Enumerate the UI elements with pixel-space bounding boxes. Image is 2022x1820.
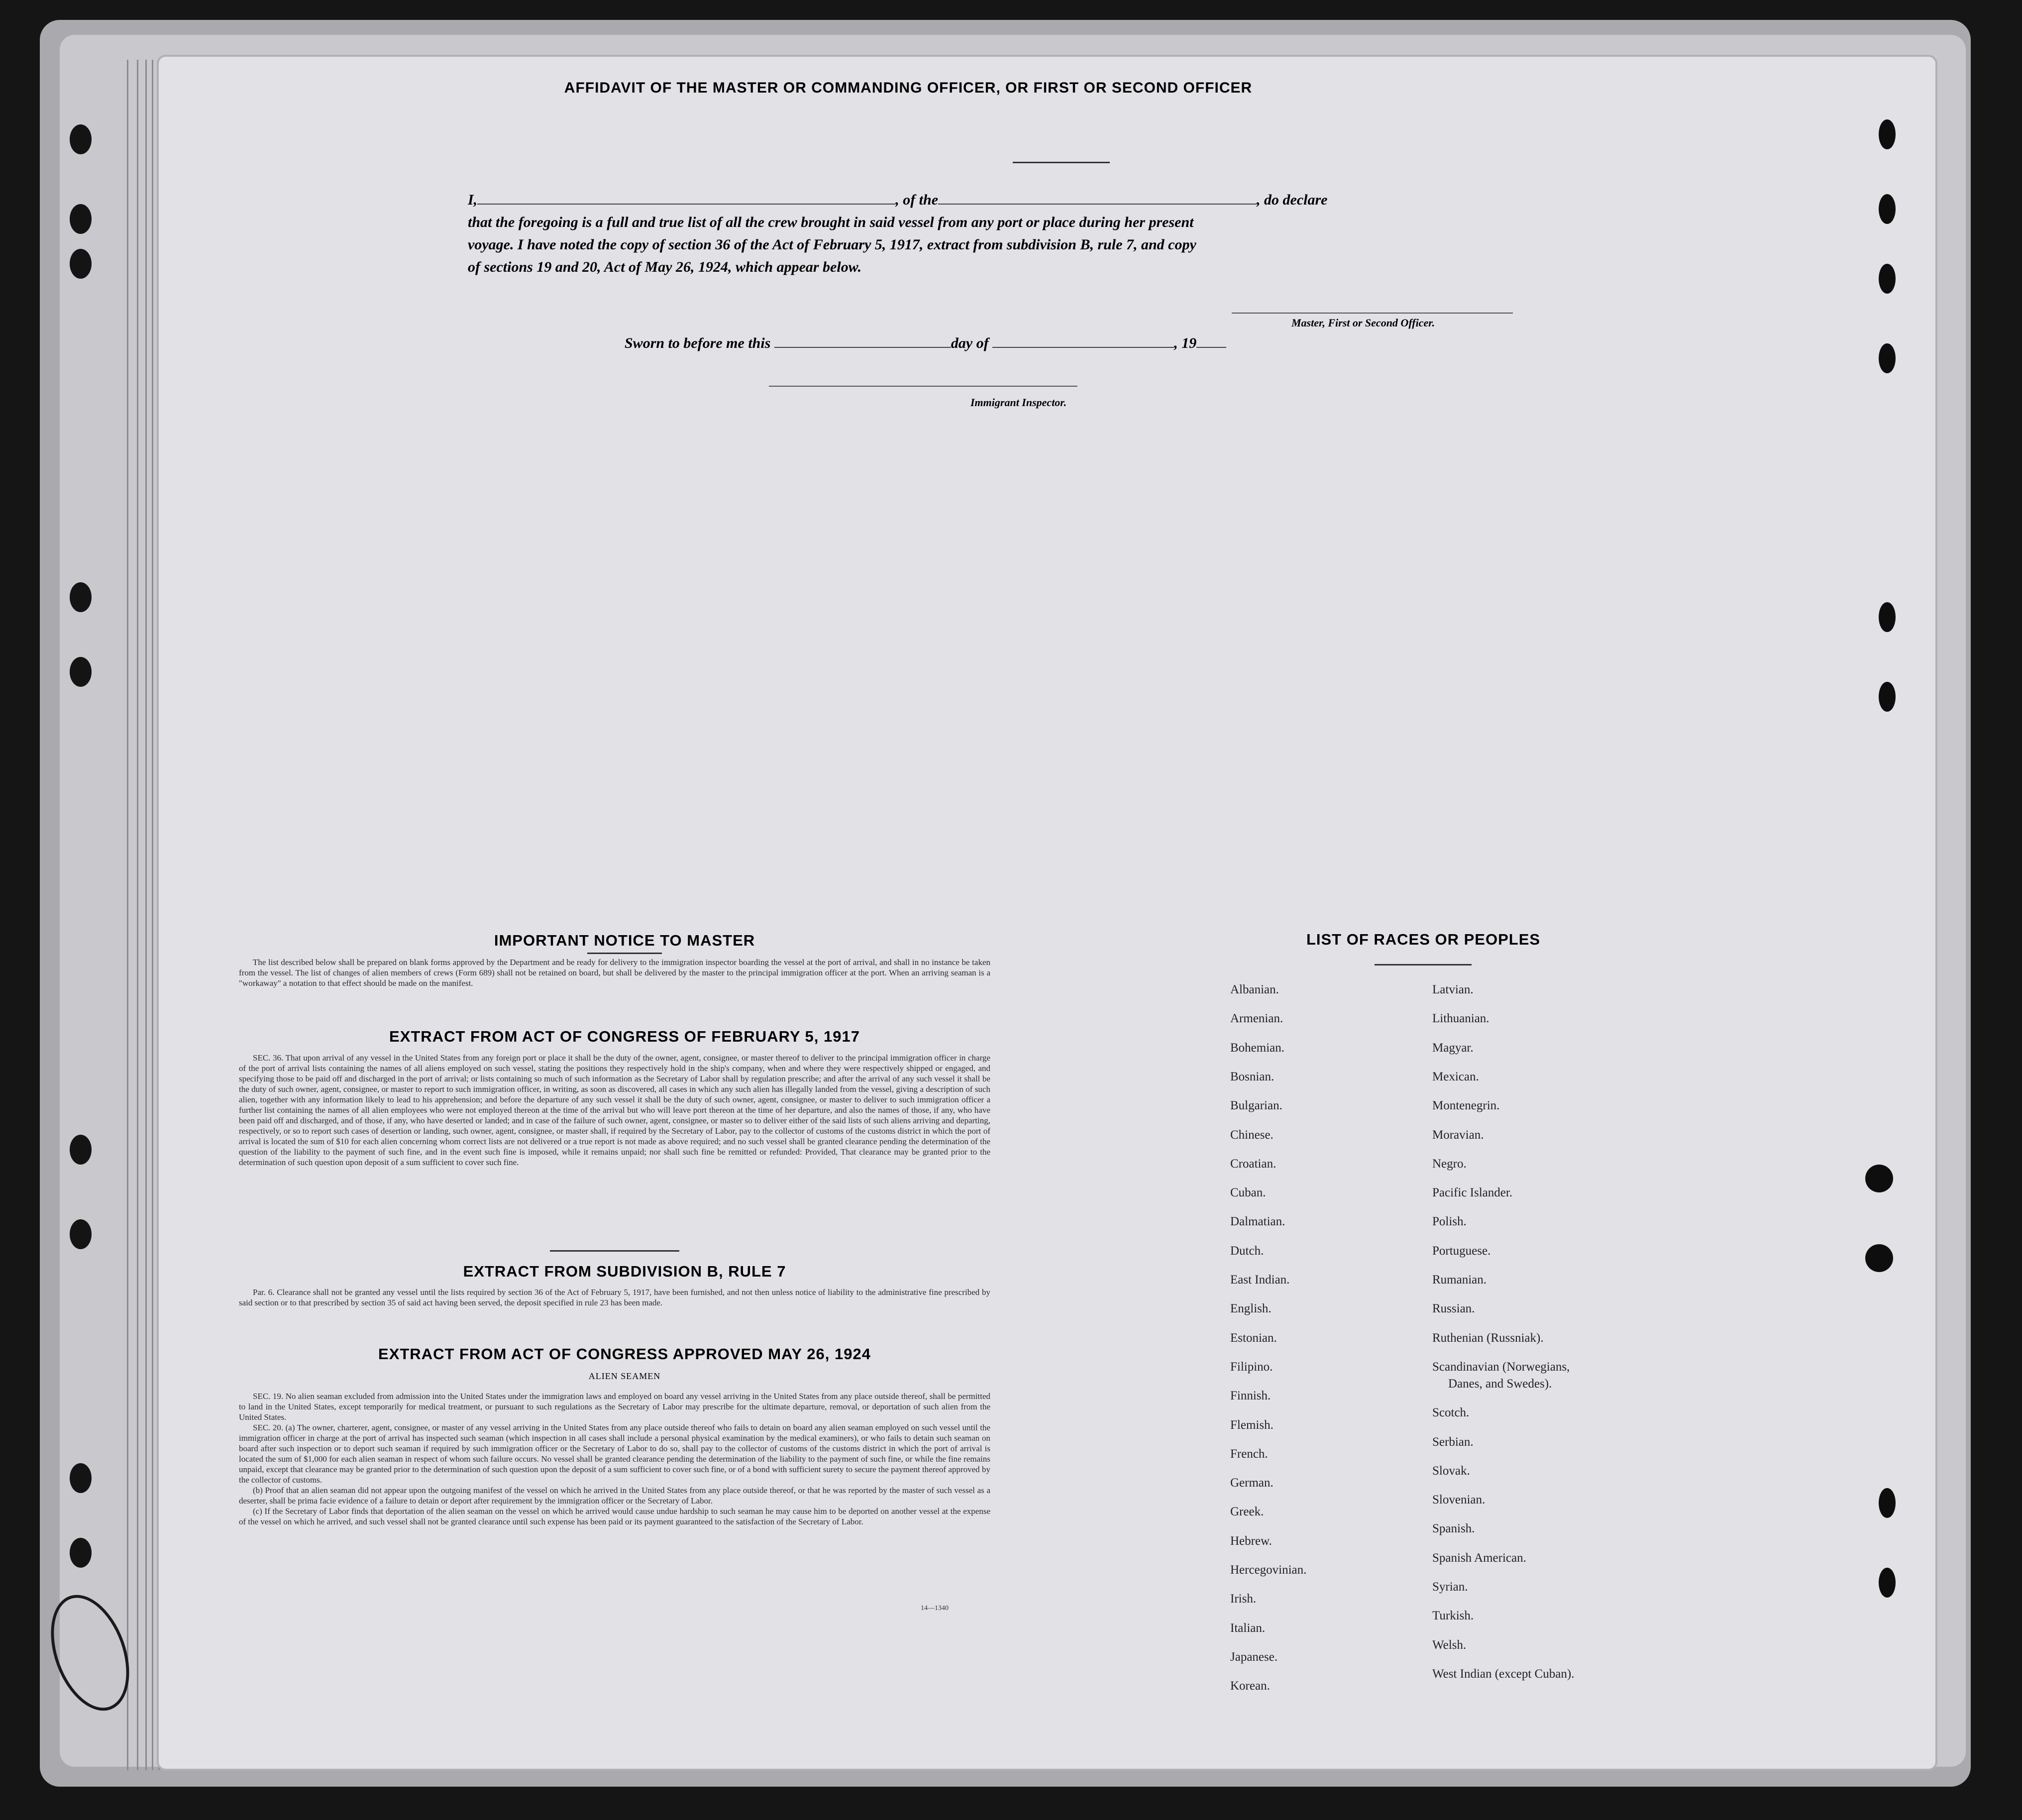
race-item: English. bbox=[1230, 1302, 1272, 1316]
race-item: Serbian. bbox=[1432, 1435, 1474, 1449]
vessel-name-field[interactable] bbox=[938, 191, 1257, 205]
race-item: Moravian. bbox=[1432, 1128, 1484, 1142]
race-item: Italian. bbox=[1230, 1621, 1266, 1635]
sworn-day-field[interactable] bbox=[774, 334, 951, 348]
race-item: Finnish. bbox=[1230, 1389, 1271, 1403]
race-item: Syrian. bbox=[1432, 1580, 1468, 1594]
race-item: Dalmatian. bbox=[1230, 1215, 1285, 1229]
race-item: Rumanian. bbox=[1432, 1273, 1487, 1286]
race-item: Armenian. bbox=[1230, 1012, 1283, 1026]
race-item: Pacific Islander. bbox=[1432, 1186, 1513, 1200]
divider bbox=[587, 953, 662, 954]
race-item: Irish. bbox=[1230, 1592, 1257, 1606]
decl-i-label: I, bbox=[468, 192, 478, 208]
race-item: Cuban. bbox=[1230, 1186, 1266, 1200]
race-item: Korean. bbox=[1230, 1679, 1270, 1693]
race-item: Bosnian. bbox=[1230, 1070, 1275, 1083]
binder-hole bbox=[70, 657, 92, 687]
binder-hole bbox=[70, 1135, 92, 1165]
binder-hole bbox=[1879, 343, 1896, 373]
race-item: Portuguese. bbox=[1432, 1244, 1491, 1258]
sworn-year-label: , 19 bbox=[1174, 335, 1197, 351]
race-item: Hebrew. bbox=[1230, 1534, 1272, 1548]
declaration-line-1 bbox=[468, 189, 1388, 211]
binder-hole bbox=[70, 124, 92, 154]
sec36-paragraph: SEC. 36. That upon arrival of any vessel in the United States from any foreign port or place it shall be the duty of the owner, agent, consignee, or master thereof to deliver to the principal immigration officer in charge of the port of arrival lists containing the names of all aliens employed on such vessel, stating the positions they respectively hold in the ship's company, when and where they were respectively shipped or engaged, and specifying those to be paid off and discharged in the port of arrival; or lists containing so much of such information as the Secretary of Labor shall by regulation prescribe; and after the arrival of any such vessel it shall be the duty of such owner, agent, consignee, or master to report to such immigration officer, in writing, as soon as discovered, all cases in which any such alien has illegally landed from the vessel, giving a description of such alien, together with any information likely to lead to his apprehension; and before the departure of any such vessel it shall be the duty of such owner, agent, consignee, or master to deliver to such immigration officer a further list containing the names of all alien employees who were not employed thereon at the time of the arrival but who will leave port thereon at the time of her departure, and also the names of those, if any, who have been paid off and discharged, and of those, if any, who have deserted or landed; and in case of the failure of such owner, agent, consignee, or master so to deliver either of the said lists of such aliens arriving and departing, respectively, or so to report such cases of desertion or landing, such owner, agent, consignee, or master shall, if required by the Secretary of Labor, pay to the collector of customs of the customs district in which the port of arrival is located the sum of $10 for each alien concerning whom correct lists are not delivered or a true report is not made as above required; and no such vessel shall be granted clearance pending the determination of the question of the liability to the payment of such fine, and in the event such fine is imposed, while it remains unpaid; nor shall such fine be remitted or refunded: Provided, That clearance may be granted prior to the determination of such question upon deposit of a sum sufficient to cover such fine. bbox=[239, 1053, 990, 1167]
declaration-line-3: voyage. I have noted the copy of section 36 of the Act of February 5, 1917, extract from subdivision B, rule 7, and copy bbox=[468, 236, 1196, 253]
divider bbox=[550, 1250, 679, 1252]
race-item: Turkish. bbox=[1432, 1609, 1474, 1623]
alien-seamen-subtitle: ALIEN SEAMEN bbox=[588, 1371, 661, 1381]
binder-hole bbox=[1879, 264, 1896, 294]
officer-name-field[interactable] bbox=[477, 191, 895, 205]
sworn-day-of: day of bbox=[951, 335, 989, 351]
race-item: Bohemian. bbox=[1230, 1041, 1285, 1055]
sworn-year-field[interactable] bbox=[1196, 334, 1226, 348]
race-item: Spanish. bbox=[1432, 1522, 1475, 1536]
race-item: Japanese. bbox=[1230, 1650, 1278, 1664]
race-item: Slovenian. bbox=[1432, 1493, 1486, 1507]
decl-do-declare-label: , do declare bbox=[1257, 192, 1328, 208]
binder-hole bbox=[1879, 602, 1896, 632]
extract-1924-title: EXTRACT FROM ACT OF CONGRESS APPROVED MAY 26, 1924 bbox=[378, 1345, 871, 1363]
inspector-caption: Immigrant Inspector. bbox=[970, 396, 1067, 409]
race-item: Greek. bbox=[1230, 1505, 1264, 1519]
race-item: Hercegovinian. bbox=[1230, 1563, 1307, 1577]
race-item: Negro. bbox=[1432, 1157, 1467, 1171]
binder-hole bbox=[70, 1219, 92, 1249]
binder-hole bbox=[1879, 119, 1896, 149]
race-item: Magyar. bbox=[1432, 1041, 1474, 1055]
race-item: Albanian. bbox=[1230, 983, 1279, 996]
race-item: Dutch. bbox=[1230, 1244, 1264, 1258]
race-item: Lithuanian. bbox=[1432, 1012, 1490, 1026]
rule7-paragraph: Par. 6. Clearance shall not be granted any vessel until the lists required by section 36 of the Act of February 5, 1917, have been furnished, and not then unless notice of liability to the administrative fine prescribed by said section or to that prescribed by section 35 of said act having been served, the deposit specified in rule 23 has been made. bbox=[239, 1287, 990, 1307]
race-item: Ruthenian (Russniak). bbox=[1432, 1331, 1544, 1345]
race-item: Estonian. bbox=[1230, 1331, 1277, 1345]
rule7-title: EXTRACT FROM SUBDIVISION B, RULE 7 bbox=[463, 1263, 786, 1280]
binder-hole bbox=[1879, 682, 1896, 712]
race-item: Flemish. bbox=[1230, 1418, 1274, 1432]
sworn-line bbox=[625, 332, 1321, 354]
sec20b-paragraph: (b) Proof that an alien seaman did not appear upon the outgoing manifest of the vessel on which he arrived in the United States from any place outside thereof, or that he was reported by the master of such vessel as a deserter, shall be prima facie evidence of a failure to detain or deport after requirement by the immigration officer or the Secretary of Labor. bbox=[239, 1486, 990, 1505]
decl-of-the-label: , of the bbox=[895, 192, 939, 208]
extract-1917-title: EXTRACT FROM ACT OF CONGRESS OF FEBRUARY 5, 1917 bbox=[389, 1028, 860, 1045]
race-item: Bulgarian. bbox=[1230, 1099, 1282, 1113]
race-item: Polish. bbox=[1432, 1215, 1467, 1229]
race-item: Russian. bbox=[1432, 1302, 1475, 1316]
extract-1924-text bbox=[239, 1391, 990, 1527]
races-title: LIST OF RACES OR PEOPLES bbox=[1306, 931, 1541, 948]
binder-hole bbox=[1879, 1488, 1896, 1518]
binder-hole bbox=[1865, 1244, 1893, 1272]
sworn-prefix: Sworn to before me this bbox=[625, 335, 771, 351]
sec20a-paragraph: SEC. 20. (a) The owner, charterer, agent, consignee, or master of any vessel arriving in the United States from any place outside thereof who fails to detain on board any alien seaman employed on such vessel until the immigration officer in charge at the port of arrival has inspected such seaman (which inspection in all cases shall include a personal physical examination by the medical examiners), or who fails to detain such seaman on board after such inspection or to deport such seaman if required by such immigration officer or the Secretary of Labor to do so, shall pay to the collector of customs of the customs district in which the port of arrival is located the sum of $1,000 for each alien seaman in respect of whom such failure occurs. No vessel shall be granted clearance pending the determination of the liability to the payment of such fine, or while the fine remains unpaid, except that clearance may be granted prior to the determination of such question upon the deposit of a sum sufficient to cover such fine, or of a bond with sufficient surety to secure the payment thereof approved by the collector of customs. bbox=[239, 1423, 990, 1485]
notice-title: IMPORTANT NOTICE TO MASTER bbox=[494, 932, 755, 949]
sec20c-paragraph: (c) If the Secretary of Labor finds that deportation of the alien seaman on the vessel on which he arrived would cause undue hardship to such seaman he may cause him to be deported on another vessel at the expense of the vessel on which he arrived, and such vessel shall not be granted clearance until such expense has been paid or its payment guaranteed to the satisfaction of the Secretary of Labor. bbox=[239, 1506, 990, 1526]
affidavit-title: AFFIDAVIT OF THE MASTER OR COMMANDING OFFICER, OR FIRST OR SECOND OFFICER bbox=[564, 80, 1253, 96]
master-caption: Master, First or Second Officer. bbox=[1291, 317, 1435, 329]
binder-hole bbox=[70, 1538, 92, 1568]
binder-hole bbox=[70, 249, 92, 279]
race-item: Scandinavian (Norwegians, bbox=[1432, 1360, 1570, 1374]
notice-text bbox=[239, 957, 990, 988]
race-item: Chinese. bbox=[1230, 1128, 1274, 1142]
race-item: East Indian. bbox=[1230, 1273, 1290, 1286]
race-item: Croatian. bbox=[1230, 1157, 1277, 1171]
divider bbox=[1375, 964, 1472, 965]
binder-hole bbox=[70, 204, 92, 234]
sec19-paragraph: SEC. 19. No alien seaman excluded from admission into the United States under the immigration laws and employed on board any vessel arriving in the United States from any place outside thereof, shall be permitted to land in the United States, except temporarily for medical treatment, or pursuant to such regulations as the Secretary of Labor may prescribe for the ultimate departure, removal, or deportation of such alien from the United States. bbox=[239, 1392, 990, 1422]
sworn-month-field[interactable] bbox=[992, 334, 1174, 348]
binder-hole bbox=[70, 1463, 92, 1493]
divider bbox=[1013, 162, 1110, 163]
race-item: West Indian (except Cuban). bbox=[1432, 1667, 1575, 1681]
declaration-line-4: of sections 19 and 20, Act of May 26, 1924, which appear below. bbox=[468, 259, 862, 275]
race-item: Spanish American. bbox=[1432, 1551, 1526, 1565]
race-item: Mexican. bbox=[1432, 1070, 1479, 1083]
inspector-signature-line[interactable] bbox=[769, 386, 1077, 387]
binder-hole bbox=[1879, 1568, 1896, 1598]
rule7-text bbox=[239, 1287, 990, 1308]
binder-hole bbox=[1865, 1165, 1893, 1192]
race-item: Welsh. bbox=[1432, 1638, 1467, 1652]
notice-paragraph: The list described below shall be prepared on blank forms approved by the Department and be ready for delivery to the immigration inspector boarding the vessel at the port of arrival, and shall in no instance be taken from the vessel. The list of changes of alien members of crews (Form 689) shall not be retained on board, but shall be delivered by the master to the principal immigration officer at the port. When an arriving seaman is a "workaway" a notation to that effect should be made on the manifest. bbox=[239, 958, 990, 988]
binder-hole bbox=[1879, 194, 1896, 224]
race-item: German. bbox=[1230, 1476, 1274, 1490]
extract-1917-text bbox=[239, 1053, 990, 1168]
race-item: Filipino. bbox=[1230, 1360, 1273, 1374]
master-signature-line[interactable] bbox=[1232, 313, 1513, 314]
race-item: Latvian. bbox=[1432, 983, 1474, 996]
race-item: Slovak. bbox=[1432, 1464, 1470, 1478]
binder-hole bbox=[70, 582, 92, 612]
race-item: French. bbox=[1230, 1447, 1268, 1461]
form-number: 14—1340 bbox=[921, 1605, 949, 1612]
declaration-line-2: that the foregoing is a full and true list of all the crew brought in said vessel from any port or place during her present bbox=[468, 214, 1194, 230]
race-item: Danes, and Swedes). bbox=[1448, 1377, 1552, 1391]
race-item: Scotch. bbox=[1432, 1406, 1470, 1420]
race-item: Montenegrin. bbox=[1432, 1099, 1500, 1113]
